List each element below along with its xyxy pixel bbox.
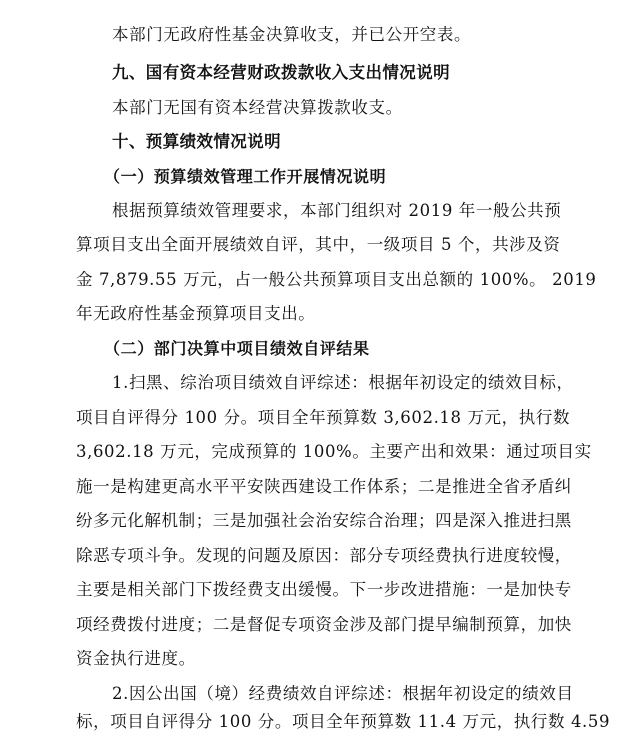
text-line: 主要是相关部门下拨经费支出缓慢。下一步改进措施：一是加快专: [76, 580, 572, 599]
text-line: 标，项目自评得分 100 分。项目全年预算数 11.4 万元，执行数 4.59: [76, 712, 611, 731]
text-line: 金 7,879.55 万元，占一般公共预算项目支出总额的 100%。 2019: [76, 270, 597, 289]
subsection-heading-one: （一）预算绩效管理工作开展情况说明: [104, 167, 387, 186]
text-line: 3,602.18 万元，完成预算的 100%。主要产出和效果：通过项目实: [76, 442, 592, 461]
text-line: 年无政府性基金预算项目支出。: [76, 304, 316, 323]
text-line: 纷多元化解机制；三是加强社会治安综合治理；四是深入推进扫黑: [76, 511, 572, 530]
subsection-heading-two: （二）部门决算中项目绩效自评结果: [104, 339, 370, 358]
text-line: 算项目支出全面开展绩效自评，其中，一级项目 5 个，共涉及资: [76, 235, 561, 254]
text-line: 本部门无国有资本经营决算拨款收支。: [112, 98, 403, 117]
text-line: 根据预算绩效管理要求，本部门组织对 2019 年一般公共预: [112, 201, 562, 220]
text-line: 资金执行进度。: [76, 649, 196, 668]
text-line: 施一是构建更高水平平安陕西建设工作体系；二是推进全省矛盾纠: [76, 477, 572, 496]
text-line: 1.扫黑、综治项目绩效自评综述：根据年初设定的绩效目标，: [112, 373, 574, 392]
text-line: 项目自评得分 100 分。项目全年预算数 3,602.18 万元，执行数: [76, 408, 571, 427]
text-line: 2.因公出国（境）经费绩效自评综述：根据年初设定的绩效目: [112, 684, 574, 703]
text-line: 本部门无政府性基金决算收支，并已公开空表。: [112, 25, 472, 44]
text-line: 项经费拨付进度；二是督促专项资金涉及部门提早编制预算，加快: [76, 615, 572, 634]
section-heading-ten: 十、预算绩效情况说明: [112, 132, 281, 151]
section-heading-nine: 九、国有资本经营财政拨款收入支出情况说明: [112, 63, 450, 82]
text-line: 除恶专项斗争。发现的问题及原因：部分专项经费执行进度较慢，: [76, 546, 572, 565]
